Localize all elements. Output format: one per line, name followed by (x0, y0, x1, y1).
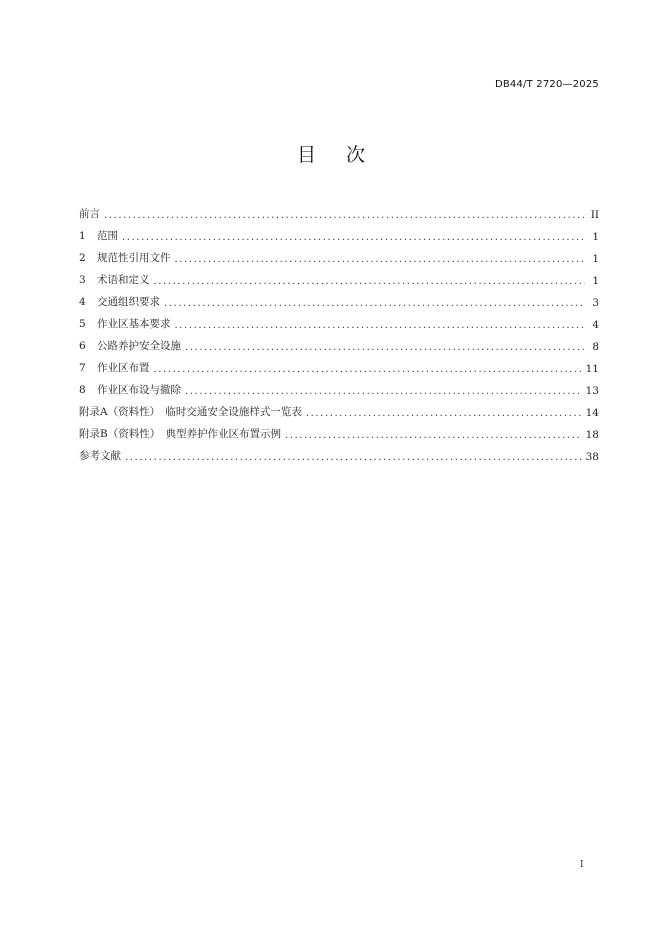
toc-entry-page: 4 (592, 319, 599, 331)
toc-leader-dots (185, 386, 582, 397)
toc-leader-dots (122, 232, 585, 243)
page-title (0, 140, 662, 167)
toc-entry-7[interactable] (79, 353, 599, 375)
toc-entry-label: 规范性引用文件 (97, 252, 171, 264)
toc-entry-label: 作业区布设与撤除 (97, 384, 181, 396)
toc-leader-dots (185, 342, 585, 353)
toc-leader-dots (164, 298, 585, 309)
toc-entry-page: 38 (585, 451, 599, 463)
toc-entry-number: 6 (79, 340, 86, 352)
toc-entry-number: 8 (79, 384, 86, 396)
toc-entry-appendix-b[interactable] (79, 419, 599, 441)
toc-leader-dots (125, 452, 582, 463)
toc-entry-label: 前言 (79, 208, 100, 220)
table-of-contents (79, 199, 599, 463)
toc-entry-page: 1 (592, 275, 599, 287)
toc-entry-number: 1 (79, 230, 86, 242)
toc-entry-label: 作业区基本要求 (97, 318, 171, 330)
toc-entry-label: 交通组织要求 (97, 296, 160, 308)
toc-entry-4[interactable] (79, 287, 599, 309)
toc-entry-page: II (590, 209, 599, 221)
toc-entry-page: 3 (592, 297, 599, 309)
toc-entry-label: 附录A（资料性） 临时交通安全设施样式一览表 (79, 406, 302, 418)
toc-entry-label: 公路养护安全设施 (97, 340, 181, 352)
toc-entry-number: 3 (79, 274, 86, 286)
toc-leader-dots (175, 320, 586, 331)
toc-entry-page: 13 (585, 385, 599, 397)
toc-entry-label: 参考文献 (79, 450, 121, 462)
toc-entry-number: 4 (79, 296, 86, 308)
toc-entry-appendix-a[interactable] (79, 397, 599, 419)
toc-entry-label: 术语和定义 (97, 274, 150, 286)
toc-entry-page: 18 (585, 429, 599, 441)
toc-entry-page: 8 (592, 341, 599, 353)
toc-entry-number: 5 (79, 318, 86, 330)
toc-leader-dots (154, 276, 586, 287)
toc-entry-2[interactable] (79, 243, 599, 265)
toc-entry-3[interactable] (79, 265, 599, 287)
toc-entry-label: 附录B（资料性） 典型养护作业区布置示例 (79, 428, 281, 440)
toc-leader-dots (154, 364, 582, 375)
toc-entry-5[interactable] (79, 309, 599, 331)
toc-leader-dots (175, 254, 586, 265)
toc-entry-number: 7 (79, 362, 86, 374)
toc-leader-dots (104, 210, 585, 221)
toc-entry-1[interactable] (79, 221, 599, 243)
title-char-2: 次 (346, 144, 366, 166)
toc-entry-6[interactable] (79, 331, 599, 353)
page-number: I (580, 860, 584, 870)
document-code: DB44/T 2720—2025 (494, 79, 599, 90)
toc-entry-page: 1 (592, 253, 599, 265)
toc-entry-references[interactable] (79, 441, 599, 463)
title-char-1: 目 (296, 144, 316, 166)
toc-leader-dots (306, 408, 582, 419)
toc-entry-label: 作业区布置 (97, 362, 150, 374)
toc-entry-page: 1 (592, 231, 599, 243)
toc-entry-page: 11 (585, 363, 599, 375)
toc-entry-label: 范围 (97, 230, 118, 242)
toc-entry-number: 2 (79, 252, 86, 264)
toc-entry-foreword[interactable] (79, 199, 599, 221)
toc-leader-dots (285, 430, 582, 441)
toc-entry-page: 14 (585, 407, 599, 419)
toc-entry-8[interactable] (79, 375, 599, 397)
